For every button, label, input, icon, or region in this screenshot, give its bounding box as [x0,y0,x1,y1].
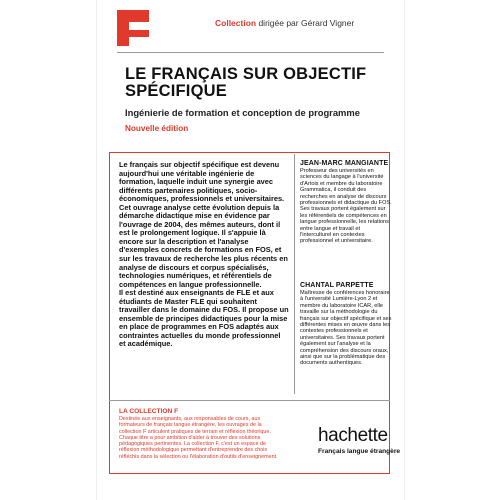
column-divider [294,154,295,394]
collection-paragraph: Chaque titre a pour ambition d'aider à trouver des solutions pédagogiques pertinentes. La collection F, c'est un espace de réflexion méthodologique permettant d'entreprendre des choix réfléchis dans la sélection ou l'élaboration d'outils d'enseignement. [119,434,278,460]
collection-f-logo-icon [117,10,149,46]
collection-director [215,18,354,28]
book-title [125,66,385,100]
header-divider [117,52,384,53]
publisher-tagline: Français langue étrangère [318,448,401,455]
author-name: CHANTAL PARPETTE [300,282,374,289]
author-jean-marc-mangiante [300,160,392,245]
author-name: JEAN-MARC MANGIANTE [300,160,389,167]
collection-label: Collection [215,18,257,28]
author-chantal-parpette [300,282,392,367]
section-divider [109,400,390,401]
book-subtitle: Ingénierie de formation et conception de programme [125,107,360,118]
summary-paragraph: Le français sur objectif spécifique est devenu aujourd'hui une véritable ingénierie de formation, laquelle induit une synergie avec différents partenaires politiques, socio-économiques, professionnels et universitaires. [119,160,285,204]
collection-heading: LA COLLECTION F [119,408,179,415]
author-bio: Maîtresse de conférences honoraire à l'université Lumière-Lyon 2 et membre du laboratoire ICAR, elle travaille sur la méthodologie du français sur objectif spécifique et ses différentes mises en œuvre dans les contextes professionnels et universitaires. Ses travaux portent également sur l'analyse et la compréhension des discours oraux, ainsi que sur la problématique des documents authentiques. [300,290,392,367]
book-title-line-1: LE FRANÇAIS SUR OBJECTIF [125,65,367,83]
collection-paragraph: Destinée aux enseignants, aux responsables de cours, aux formateurs de français langue étrangère, les ouvrages de la collection F articulent pratiques de terrain et réflexion théorique. [119,416,271,435]
author-bio: Professeur des universités en sciences du langage à l'université d'Artois et membre du laboratoire Grammatica, il conduit des recherches en analyse de discours professionnels et didactique du FOS. Ses travaux portent également sur les référentiels de compétences en langue professionnelle, les relations entre langue et travail et l'interculturel en contextes professionnel et universitaire. [300,168,392,245]
book-title-line-2: SPÉCIFIQUE [125,82,227,100]
book-summary [119,161,289,349]
summary-paragraph: Il est destiné aux enseignants de FLE et aux étudiants de Master FLE qui souhaitent travailler dans le domaine du FOS. Il propose un ensemble de principes didactiques pour la mise en place de programmes en FOS adaptés aux contraintes actuelles du monde professionnel et académique. [119,288,289,349]
summary-paragraph: Cet ouvrage analyse cette évolution depuis la démarche didactique mise en évidence par l'ouvrage de 2004, des mêmes auteurs, dont il est le prolongement logique. Il s'appuie là encore sur la description et l'analyse d'exemples concrets de formations en FOS, et sur les travaux de recherche les plus récents en analyse de discours et corpus spécialisés, technologies numériques, et référentiels de compétences en langue professionnelle. [119,202,288,289]
book-back-cover [97,0,404,500]
edition-label: Nouvelle édition [125,124,189,133]
publisher-logo: hachette [318,425,388,446]
collection-director-name: dirigée par Gérard Vigner [256,18,355,28]
collection-description [119,408,285,460]
